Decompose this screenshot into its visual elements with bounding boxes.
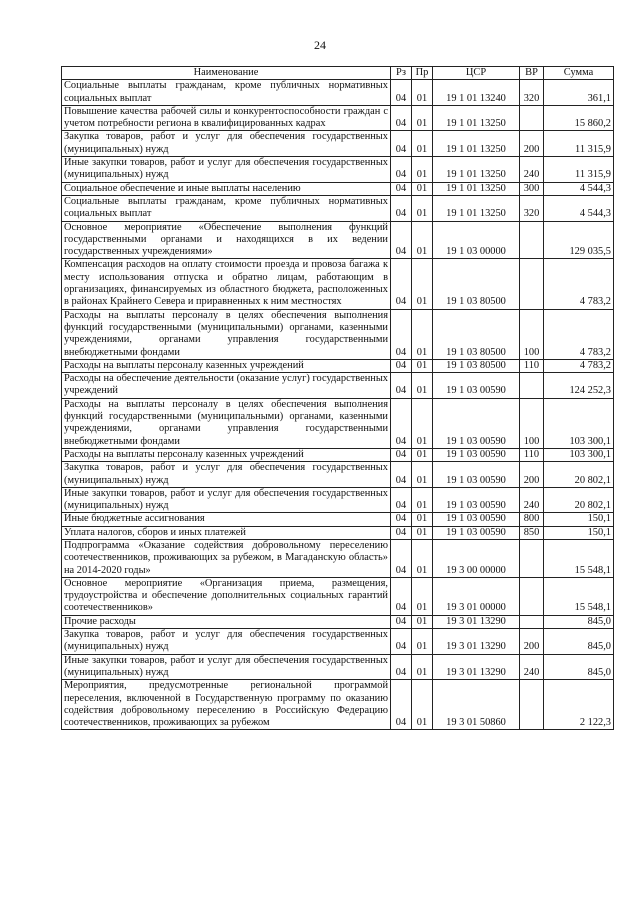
cell-csr: 19 1 03 00590 xyxy=(433,448,520,461)
cell-sum: 150,1 xyxy=(544,526,614,539)
cell-csr: 19 1 03 80500 xyxy=(433,359,520,372)
cell-vr: 200 xyxy=(520,462,544,488)
cell-csr: 19 1 03 80500 xyxy=(433,309,520,359)
cell-rz: 04 xyxy=(391,615,412,628)
cell-csr: 19 1 01 13250 xyxy=(433,105,520,131)
cell-rz: 04 xyxy=(391,539,412,577)
cell-rz: 04 xyxy=(391,373,412,399)
cell-csr: 19 1 03 00590 xyxy=(433,513,520,526)
cell-pr: 01 xyxy=(412,448,433,461)
table-row xyxy=(62,105,614,131)
cell-csr: 19 1 03 00590 xyxy=(433,398,520,448)
cell-pr: 01 xyxy=(412,105,433,131)
table-row xyxy=(62,373,614,399)
cell-sum: 361,1 xyxy=(544,80,614,106)
cell-pr: 01 xyxy=(412,539,433,577)
cell-csr: 19 3 01 00000 xyxy=(433,577,520,615)
cell-vr xyxy=(520,680,544,730)
cell-vr xyxy=(520,221,544,259)
table-row xyxy=(62,654,614,680)
table-row xyxy=(62,526,614,539)
header-sum: Сумма xyxy=(544,67,614,80)
table-row xyxy=(62,577,614,615)
cell-vr xyxy=(520,615,544,628)
table-row xyxy=(62,259,614,309)
cell-csr: 19 3 00 00000 xyxy=(433,539,520,577)
cell-vr: 240 xyxy=(520,157,544,183)
cell-sum: 2 122,3 xyxy=(544,680,614,730)
cell-pr: 01 xyxy=(412,359,433,372)
header-pr: Пр xyxy=(412,67,433,80)
cell-vr xyxy=(520,105,544,131)
table-row xyxy=(62,182,614,195)
cell-name: Компенсация расходов на оплату стоимости проезда и провоза багажа к месту использования отпуска и обратно лицам, работающим в организациях, финансируемых из областного бюджета, расположенных в районах Крайнего Севера и приравненных к ним местностях xyxy=(62,259,391,309)
cell-sum: 4 783,2 xyxy=(544,259,614,309)
cell-rz: 04 xyxy=(391,448,412,461)
cell-vr: 300 xyxy=(520,182,544,195)
cell-rz: 04 xyxy=(391,577,412,615)
table-row xyxy=(62,359,614,372)
table-header-row xyxy=(62,67,614,80)
cell-pr: 01 xyxy=(412,680,433,730)
cell-csr: 19 1 03 00590 xyxy=(433,526,520,539)
cell-csr: 19 1 03 00590 xyxy=(433,487,520,513)
cell-rz: 04 xyxy=(391,629,412,655)
cell-name: Мероприятия, предусмотренные региональной программой переселения, включенной в Государственную программу по оказанию содействия добровольному переселению в Российскую Федерацию соотечественников, проживающих за рубежом xyxy=(62,680,391,730)
cell-pr: 01 xyxy=(412,195,433,221)
table-row xyxy=(62,80,614,106)
cell-rz: 04 xyxy=(391,309,412,359)
cell-name: Иные закупки товаров, работ и услуг для обеспечения государственных (муниципальных) нужд xyxy=(62,654,391,680)
cell-pr: 01 xyxy=(412,654,433,680)
cell-vr: 100 xyxy=(520,398,544,448)
cell-name: Социальные выплаты гражданам, кроме публичных нормативных социальных выплат xyxy=(62,80,391,106)
cell-sum: 845,0 xyxy=(544,629,614,655)
header-vr: ВР xyxy=(520,67,544,80)
cell-name: Закупка товаров, работ и услуг для обеспечения государственных (муниципальных) нужд xyxy=(62,629,391,655)
cell-vr: 200 xyxy=(520,629,544,655)
cell-vr: 240 xyxy=(520,487,544,513)
cell-rz: 04 xyxy=(391,513,412,526)
cell-rz: 04 xyxy=(391,157,412,183)
table-row xyxy=(62,195,614,221)
table-row xyxy=(62,448,614,461)
cell-vr xyxy=(520,259,544,309)
table-row xyxy=(62,157,614,183)
cell-vr: 320 xyxy=(520,195,544,221)
cell-name: Прочие расходы xyxy=(62,615,391,628)
cell-name: Расходы на выплаты персоналу казенных учреждений xyxy=(62,359,391,372)
cell-rz: 04 xyxy=(391,359,412,372)
table-row xyxy=(62,680,614,730)
cell-pr: 01 xyxy=(412,131,433,157)
cell-sum: 129 035,5 xyxy=(544,221,614,259)
cell-pr: 01 xyxy=(412,462,433,488)
cell-csr: 19 3 01 13290 xyxy=(433,615,520,628)
cell-csr: 19 1 01 13240 xyxy=(433,80,520,106)
cell-sum: 4 783,2 xyxy=(544,309,614,359)
header-rz: Рз xyxy=(391,67,412,80)
table-row xyxy=(62,462,614,488)
cell-pr: 01 xyxy=(412,373,433,399)
table-row xyxy=(62,221,614,259)
cell-sum: 15 548,1 xyxy=(544,539,614,577)
table-row xyxy=(62,398,614,448)
cell-vr: 200 xyxy=(520,131,544,157)
page-number: 24 xyxy=(314,38,326,52)
cell-rz: 04 xyxy=(391,195,412,221)
cell-pr: 01 xyxy=(412,577,433,615)
cell-vr xyxy=(520,577,544,615)
cell-sum: 15 860,2 xyxy=(544,105,614,131)
header-csr: ЦСР xyxy=(433,67,520,80)
cell-pr: 01 xyxy=(412,513,433,526)
table-row xyxy=(62,309,614,359)
cell-vr: 100 xyxy=(520,309,544,359)
cell-name: Основное мероприятие «Организация приема, размещения, трудоустройства и обеспечение дополнительных социальных гарантий соотечественников» xyxy=(62,577,391,615)
cell-vr: 110 xyxy=(520,448,544,461)
cell-vr: 320 xyxy=(520,80,544,106)
cell-csr: 19 1 01 13250 xyxy=(433,195,520,221)
cell-sum: 150,1 xyxy=(544,513,614,526)
cell-pr: 01 xyxy=(412,309,433,359)
cell-sum: 845,0 xyxy=(544,654,614,680)
cell-csr: 19 1 03 00590 xyxy=(433,462,520,488)
cell-csr: 19 3 01 50860 xyxy=(433,680,520,730)
table-row xyxy=(62,539,614,577)
table-row xyxy=(62,629,614,655)
cell-name: Расходы на выплаты персоналу в целях обеспечения выполнения функций государственными (муниципальными) органами, казенными учреждениями, органами управления государственными внебюджетными фондами xyxy=(62,309,391,359)
cell-name: Повышение качества рабочей силы и конкурентоспособности граждан с учетом потребности региона в квалифицированных кадрах xyxy=(62,105,391,131)
cell-sum: 20 802,1 xyxy=(544,487,614,513)
cell-sum: 103 300,1 xyxy=(544,448,614,461)
cell-pr: 01 xyxy=(412,487,433,513)
cell-sum: 845,0 xyxy=(544,615,614,628)
cell-name: Иные закупки товаров, работ и услуг для обеспечения государственных (муниципальных) нужд xyxy=(62,157,391,183)
cell-csr: 19 3 01 13290 xyxy=(433,629,520,655)
cell-name: Иные бюджетные ассигнования xyxy=(62,513,391,526)
cell-rz: 04 xyxy=(391,680,412,730)
cell-csr: 19 1 03 00590 xyxy=(433,373,520,399)
cell-csr: 19 1 03 00000 xyxy=(433,221,520,259)
cell-csr: 19 1 01 13250 xyxy=(433,157,520,183)
cell-sum: 20 802,1 xyxy=(544,462,614,488)
cell-pr: 01 xyxy=(412,526,433,539)
cell-name: Социальные выплаты гражданам, кроме публичных нормативных социальных выплат xyxy=(62,195,391,221)
cell-sum: 124 252,3 xyxy=(544,373,614,399)
cell-sum: 15 548,1 xyxy=(544,577,614,615)
budget-table xyxy=(61,66,614,730)
cell-name: Расходы на выплаты персоналу в целях обеспечения выполнения функций государственными (муниципальными) органами, казенными учреждениями, органами управления государственными внебюджетными фондами xyxy=(62,398,391,448)
cell-sum: 103 300,1 xyxy=(544,398,614,448)
cell-vr: 850 xyxy=(520,526,544,539)
cell-pr: 01 xyxy=(412,182,433,195)
header-name: Наименование xyxy=(62,67,391,80)
cell-vr xyxy=(520,539,544,577)
cell-vr: 110 xyxy=(520,359,544,372)
cell-rz: 04 xyxy=(391,526,412,539)
cell-name: Уплата налогов, сборов и иных платежей xyxy=(62,526,391,539)
table-row xyxy=(62,615,614,628)
cell-rz: 04 xyxy=(391,221,412,259)
cell-vr: 800 xyxy=(520,513,544,526)
cell-name: Основное мероприятие «Обеспечение выполнения функций государственными органами и находящихся в их ведении государственных учреждениями» xyxy=(62,221,391,259)
cell-name: Социальное обеспечение и иные выплаты населению xyxy=(62,182,391,195)
cell-sum: 4 544,3 xyxy=(544,182,614,195)
cell-sum: 4 783,2 xyxy=(544,359,614,372)
cell-rz: 04 xyxy=(391,105,412,131)
cell-sum: 11 315,9 xyxy=(544,131,614,157)
cell-pr: 01 xyxy=(412,80,433,106)
table-row xyxy=(62,487,614,513)
table-row xyxy=(62,513,614,526)
cell-vr xyxy=(520,373,544,399)
cell-sum: 4 544,3 xyxy=(544,195,614,221)
cell-name: Расходы на выплаты персоналу казенных учреждений xyxy=(62,448,391,461)
cell-rz: 04 xyxy=(391,654,412,680)
cell-pr: 01 xyxy=(412,157,433,183)
cell-rz: 04 xyxy=(391,487,412,513)
cell-pr: 01 xyxy=(412,615,433,628)
cell-rz: 04 xyxy=(391,462,412,488)
cell-name: Подпрограмма «Оказание содействия добровольному переселению соотечественников, проживающих за рубежом, в Магаданскую область» на 2014-2020 годы» xyxy=(62,539,391,577)
table-row xyxy=(62,131,614,157)
cell-rz: 04 xyxy=(391,182,412,195)
cell-csr: 19 3 01 13290 xyxy=(433,654,520,680)
cell-vr: 240 xyxy=(520,654,544,680)
cell-rz: 04 xyxy=(391,398,412,448)
cell-rz: 04 xyxy=(391,259,412,309)
cell-name: Расходы на обеспечение деятельности (оказание услуг) государственных учреждений xyxy=(62,373,391,399)
cell-csr: 19 1 01 13250 xyxy=(433,131,520,157)
cell-rz: 04 xyxy=(391,80,412,106)
cell-name: Закупка товаров, работ и услуг для обеспечения государственных (муниципальных) нужд xyxy=(62,131,391,157)
cell-name: Иные закупки товаров, работ и услуг для обеспечения государственных (муниципальных) нужд xyxy=(62,487,391,513)
cell-pr: 01 xyxy=(412,398,433,448)
cell-sum: 11 315,9 xyxy=(544,157,614,183)
cell-pr: 01 xyxy=(412,259,433,309)
cell-pr: 01 xyxy=(412,221,433,259)
cell-pr: 01 xyxy=(412,629,433,655)
cell-rz: 04 xyxy=(391,131,412,157)
cell-csr: 19 1 03 80500 xyxy=(433,259,520,309)
cell-name: Закупка товаров, работ и услуг для обеспечения государственных (муниципальных) нужд xyxy=(62,462,391,488)
cell-csr: 19 1 01 13250 xyxy=(433,182,520,195)
